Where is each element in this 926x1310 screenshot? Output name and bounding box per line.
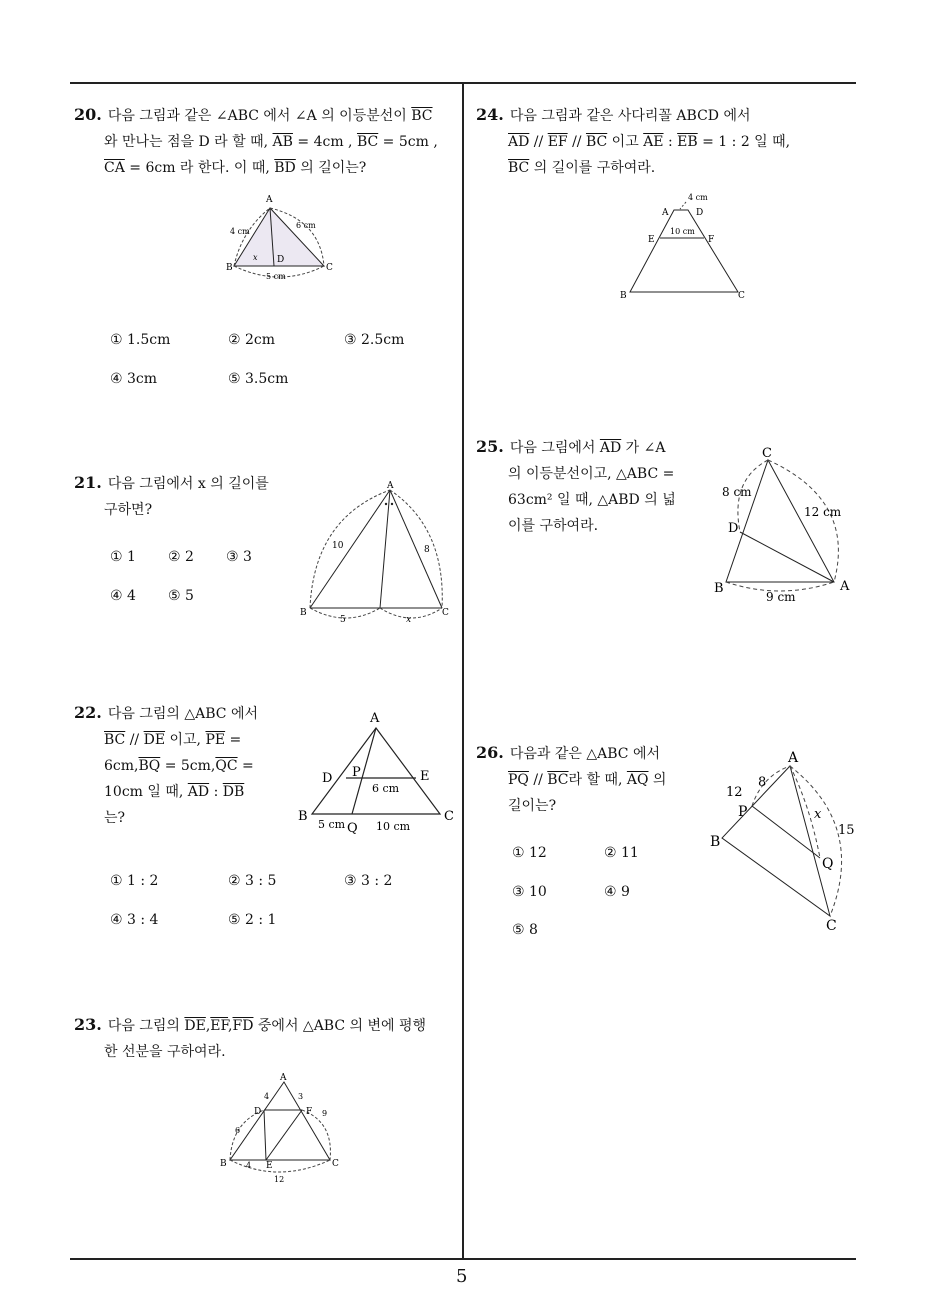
question-number: 25. bbox=[476, 437, 504, 456]
column-divider bbox=[462, 82, 464, 1260]
choice-2[interactable]: ② 11 bbox=[604, 845, 639, 861]
choice-3[interactable]: ③ 3 : 2 bbox=[344, 873, 393, 889]
label-Q: Q bbox=[347, 821, 358, 836]
label-ab: 10 bbox=[332, 541, 344, 551]
label-B: B bbox=[226, 263, 233, 273]
question-20: 20. 다음 그림과 같은 ∠ABC 에서 ∠A 의 이등분선이 $\overline{BC}$ 와 만나는 점을 D 라 할 때, $\overline{AB} = 4cm$ , $\overline{BC} = 5cm$ , $\overline{CA} = 6cm$ 라 한다. 이 때, $\overline{BD}$ 의 길이는? bbox=[74, 105, 438, 176]
q23-figure bbox=[218, 1072, 348, 1184]
q24-figure bbox=[616, 188, 756, 303]
label-A: A bbox=[280, 1073, 287, 1083]
choice-2[interactable]: ② 3 : 5 bbox=[228, 873, 277, 889]
label-C: C bbox=[326, 263, 333, 273]
choice-3[interactable]: ③ 2.5cm bbox=[344, 332, 405, 348]
label-ad: 4 cm bbox=[688, 193, 708, 202]
label-P: P bbox=[352, 765, 361, 780]
label-E: E bbox=[266, 1161, 273, 1171]
question-25: 25. 다음 그림에서 $\overline{AD}$ 가 ∠A 의 이등분선이고, △ABC = 63cm² 일 때, △ABD 의 넓 이를 구하여라. bbox=[476, 437, 676, 534]
label-A: A bbox=[840, 579, 850, 594]
question-number: 26. bbox=[476, 743, 504, 762]
question-21: 21. 다음 그림에서 x 의 길이를 구하면? bbox=[74, 473, 269, 518]
label-A: A bbox=[387, 481, 394, 491]
label-D: D bbox=[254, 1107, 262, 1117]
q21-figure bbox=[296, 478, 456, 628]
label-B: B bbox=[220, 1159, 227, 1169]
page-number: 5 bbox=[456, 1266, 468, 1287]
label-fc: 9 bbox=[322, 1109, 328, 1118]
label-aq: x bbox=[814, 807, 822, 822]
label-D: D bbox=[277, 255, 285, 265]
label-pa: 8 bbox=[758, 775, 767, 790]
label-A: A bbox=[662, 208, 669, 218]
label-x: x bbox=[253, 253, 258, 262]
label-bc: 5 cm bbox=[266, 272, 286, 281]
label-B: B bbox=[300, 608, 307, 618]
label-be: 4 bbox=[246, 1161, 252, 1170]
label-D: D bbox=[728, 521, 739, 536]
label-qc: 10 cm bbox=[376, 820, 411, 833]
question-22: 22. 다음 그림의 △ABC 에서 $\overline{BC} // \overline{DE}$ 이고, $\overline{PE}$ = $6cm,\overline{BQ} = 5cm,\overline{QC}$ = 10cm 일 때, $\overline{AD}$ : $\overline{DB}$ 는? bbox=[74, 703, 258, 826]
label-C: C bbox=[332, 1159, 339, 1169]
label-D: D bbox=[322, 771, 333, 786]
question-24: 24. 다음 그림과 같은 사다리꼴 ABCD 에서 $\overline{AD} // \overline{EF} // \overline{BC}$ 이고 $\overline{AE}$ : $\overline{EB} = 1$ : 2 일 때, $\overline{BC}$ 의 길이를 구하여라. bbox=[476, 105, 791, 176]
label-A: A bbox=[370, 711, 380, 726]
q20-figure bbox=[220, 190, 350, 285]
choice-3[interactable]: ③ 3 bbox=[226, 549, 252, 565]
label-ac: 8 bbox=[424, 545, 430, 555]
label-A: A bbox=[788, 750, 799, 766]
question-23: 23. 다음 그림의 $\overline{DE},\overline{EF},\overline{FD}$ 중에서 △ABC 의 변에 평행 한 선분을 구하여라. bbox=[74, 1015, 427, 1060]
label-C: C bbox=[738, 291, 745, 301]
label-B: B bbox=[710, 834, 721, 850]
choice-3[interactable]: ③ 10 bbox=[512, 884, 547, 900]
choice-4[interactable]: ④ 3 : 4 bbox=[110, 912, 159, 928]
label-af: 3 bbox=[298, 1092, 304, 1101]
choice-2[interactable]: ② 2 bbox=[168, 549, 194, 565]
choice-2[interactable]: ② 2cm bbox=[228, 332, 276, 348]
label-bc: 12 bbox=[274, 1175, 285, 1184]
choice-4[interactable]: ④ 9 bbox=[604, 884, 630, 900]
label-B: B bbox=[620, 291, 627, 301]
q25-figure bbox=[710, 440, 880, 610]
label-bp: 12 bbox=[726, 785, 743, 800]
question-number: 20. bbox=[74, 105, 102, 124]
label-B: B bbox=[714, 581, 724, 596]
label-C: C bbox=[762, 446, 772, 461]
label-cd: 8 cm bbox=[722, 485, 752, 499]
question-26: 26. 다음과 같은 △ABC 에서 $\overline{PQ} // \overline{BC}$라 할 때, $\overline{AQ}$ 의 길이는? bbox=[476, 743, 667, 814]
label-bq: 5 cm bbox=[318, 818, 346, 831]
question-number: 22. bbox=[74, 703, 102, 722]
choice-1[interactable]: ① 1.5cm bbox=[110, 332, 171, 348]
label-C: C bbox=[826, 918, 837, 934]
choice-5[interactable]: ⑤ 5 bbox=[168, 588, 194, 604]
label-B: B bbox=[298, 809, 308, 824]
label-bd: 5 bbox=[340, 615, 346, 625]
label-dc: x bbox=[406, 615, 412, 625]
choice-5[interactable]: ⑤ 8 bbox=[512, 922, 538, 938]
label-E: E bbox=[648, 235, 655, 245]
choice-5[interactable]: ⑤ 2 : 1 bbox=[228, 912, 277, 928]
label-ac: 6 cm bbox=[296, 221, 316, 230]
label-ab: 4 cm bbox=[230, 227, 250, 236]
choice-1[interactable]: ① 12 bbox=[512, 845, 547, 861]
q22-figure bbox=[296, 708, 458, 838]
label-ac: 12 cm bbox=[804, 505, 842, 519]
question-number: 23. bbox=[74, 1015, 102, 1034]
q26-figure bbox=[706, 746, 866, 932]
question-number: 21. bbox=[74, 473, 102, 492]
question-number: 24. bbox=[476, 105, 504, 124]
label-ad: 4 bbox=[264, 1092, 270, 1101]
label-F: F bbox=[708, 235, 715, 245]
label-E: E bbox=[420, 769, 430, 784]
label-Q: Q bbox=[822, 856, 834, 872]
choice-1[interactable]: ① 1 bbox=[110, 549, 136, 565]
choice-5[interactable]: ⑤ 3.5cm bbox=[228, 371, 289, 387]
label-pe: 6 cm bbox=[372, 782, 400, 795]
label-db: 6 bbox=[235, 1126, 241, 1135]
label-ef: 10 cm bbox=[670, 227, 695, 236]
choice-4[interactable]: ④ 4 bbox=[110, 588, 136, 604]
label-F: F bbox=[306, 1107, 313, 1117]
choice-1[interactable]: ① 1 : 2 bbox=[110, 873, 159, 889]
bottom-rule bbox=[70, 1258, 856, 1260]
label-A: A bbox=[266, 195, 273, 205]
label-P: P bbox=[738, 804, 748, 820]
label-D: D bbox=[696, 208, 704, 218]
label-ac: 15 bbox=[838, 823, 855, 838]
label-C: C bbox=[444, 809, 454, 824]
choice-4[interactable]: ④ 3cm bbox=[110, 371, 158, 387]
label-ab: 9 cm bbox=[766, 590, 796, 604]
label-C: C bbox=[442, 608, 449, 618]
